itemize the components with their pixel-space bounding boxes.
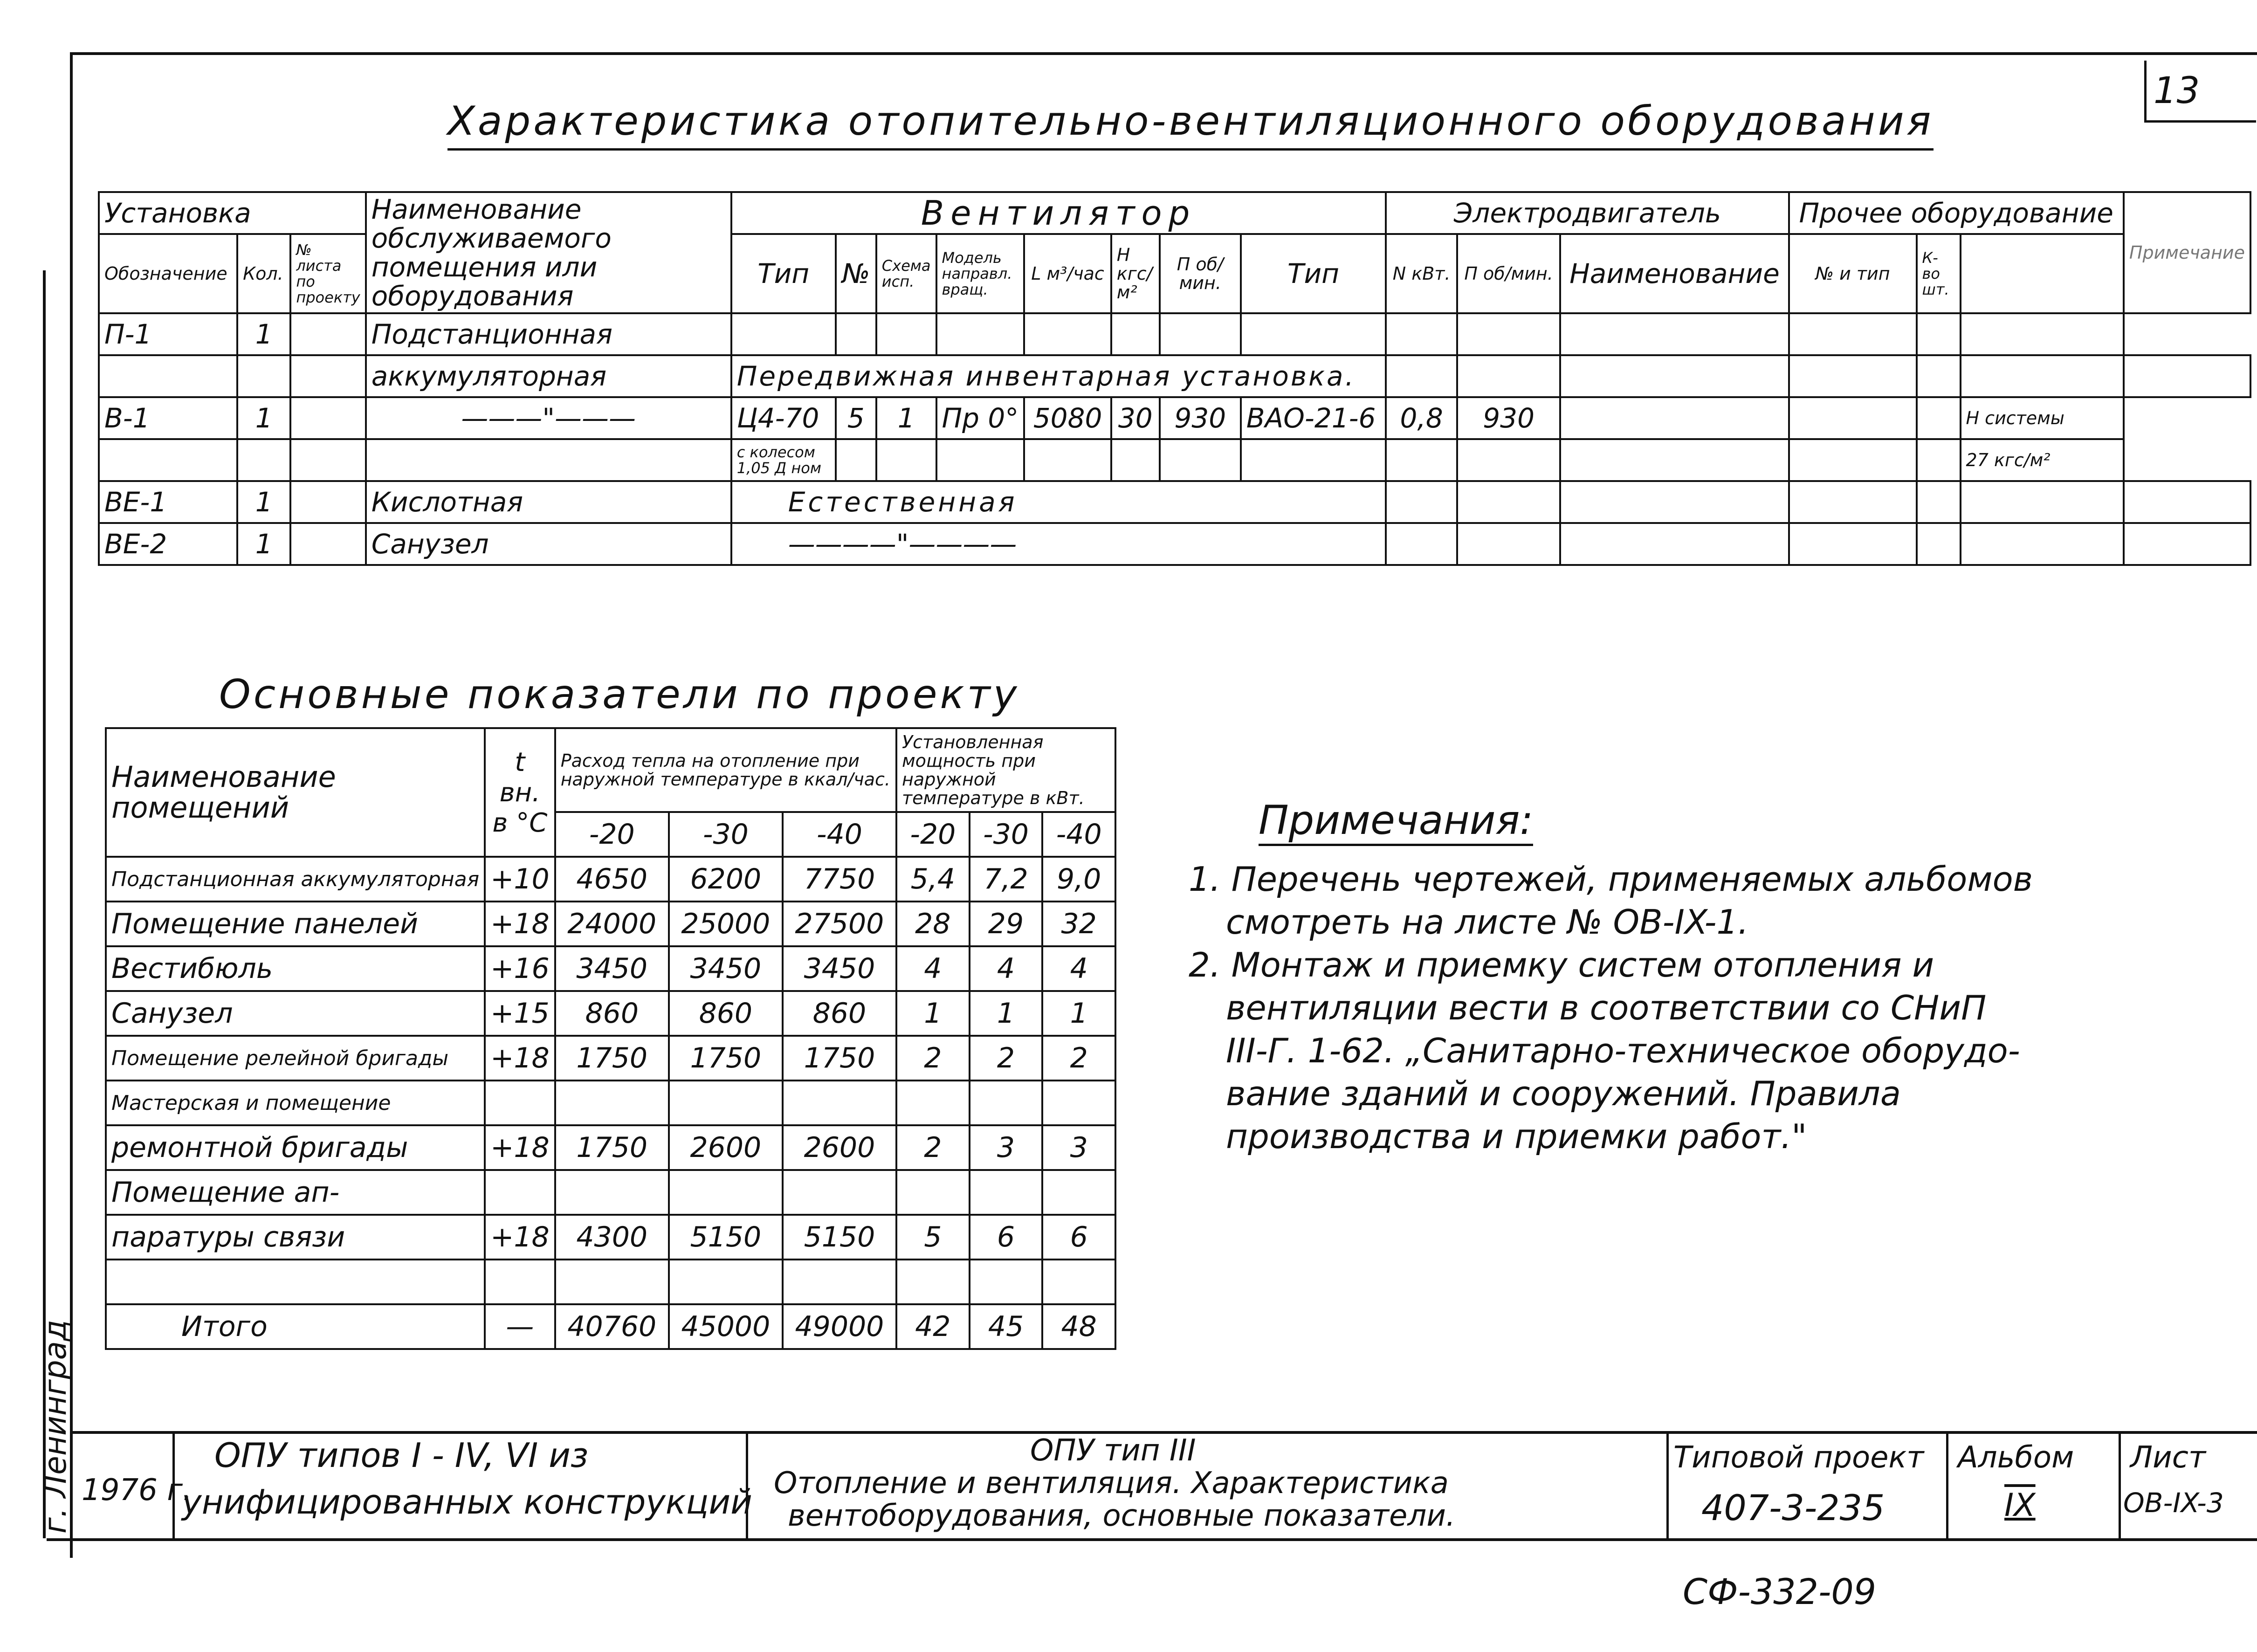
value-cell: +15 bbox=[485, 991, 555, 1036]
value-cell bbox=[1042, 1081, 1115, 1125]
header-heat: Расход тепла на отопление при наружной температуре в ккал/час. bbox=[555, 728, 896, 812]
room-name-cell: Итого bbox=[106, 1304, 485, 1349]
value-cell bbox=[669, 1260, 783, 1304]
page-number-box-bottom bbox=[2144, 120, 2256, 123]
header-room: Наименование помещений bbox=[106, 728, 485, 857]
header-motor-type: Тип bbox=[1241, 234, 1386, 313]
equipment-table bbox=[98, 191, 2251, 566]
series-line1: ОПУ типов I - IV, VI из bbox=[214, 1436, 589, 1475]
value-cell: 28 bbox=[896, 902, 970, 946]
header-power-30: -30 bbox=[970, 812, 1043, 857]
sheet-line3: вентоборудования, основные показатели. bbox=[788, 1499, 1456, 1533]
note-line: смотреть на листе № ОВ-IX-1. bbox=[1226, 902, 1749, 942]
indicators-title: Основные показатели по проекту bbox=[219, 671, 1020, 718]
value-cell bbox=[555, 1170, 669, 1215]
table-row: с колесом 1,05 Д ном 27 кгс/м² bbox=[99, 439, 2250, 481]
value-cell bbox=[1042, 1260, 1115, 1304]
table-row bbox=[106, 902, 1115, 946]
value-cell: 1750 bbox=[555, 1125, 669, 1170]
header-fan-type: Тип bbox=[731, 234, 836, 313]
header-other-no: № и тип bbox=[1789, 234, 1917, 313]
note-line: 2. Монтаж и приемку систем отопления и bbox=[1189, 945, 1934, 984]
value-cell: — bbox=[485, 1304, 555, 1349]
value-cell: 2600 bbox=[783, 1125, 896, 1170]
value-cell: +18 bbox=[485, 1215, 555, 1260]
room-name-cell: Мастерская и помещение bbox=[106, 1081, 485, 1125]
table-row bbox=[106, 1304, 1115, 1349]
value-cell: 2 bbox=[970, 1036, 1043, 1081]
room-name-cell: Помещение панелей bbox=[106, 902, 485, 946]
archive-stamp: СФ-332-09 bbox=[1683, 1571, 1877, 1612]
notes-body bbox=[1189, 858, 2033, 1158]
table-row: аккумуляторная Передвижная инвентарная установка. bbox=[99, 355, 2250, 397]
header-pressure: H кгс/м² bbox=[1111, 234, 1160, 313]
value-cell bbox=[485, 1081, 555, 1125]
value-cell bbox=[669, 1170, 783, 1215]
page-number-box bbox=[2144, 61, 2147, 121]
value-cell: 6 bbox=[970, 1215, 1043, 1260]
tb-divider bbox=[1946, 1431, 1948, 1541]
value-cell: 45 bbox=[970, 1304, 1043, 1349]
header-other-qty: К-во шт. bbox=[1917, 234, 1961, 313]
value-cell: +10 bbox=[485, 857, 555, 902]
document-title: Характеристика отопительно-вентиляционного оборудования bbox=[447, 98, 1934, 151]
value-cell: 1 bbox=[970, 991, 1043, 1036]
value-cell: 1750 bbox=[669, 1036, 783, 1081]
room-name-cell: Санузел bbox=[106, 991, 485, 1036]
value-cell: 9,0 bbox=[1042, 857, 1115, 902]
header-power-20: -20 bbox=[896, 812, 970, 857]
value-cell: 3450 bbox=[783, 946, 896, 991]
project-number: 407-3-235 bbox=[1701, 1487, 1885, 1528]
header-heat-40: -40 bbox=[783, 812, 896, 857]
value-cell: 1750 bbox=[555, 1036, 669, 1081]
value-cell: 42 bbox=[896, 1304, 970, 1349]
value-cell bbox=[555, 1260, 669, 1304]
table-row bbox=[106, 1081, 1115, 1125]
value-cell: 860 bbox=[783, 991, 896, 1036]
header-power: Установленная мощность при наружной температуре в кВт. bbox=[896, 728, 1115, 812]
indicators-body bbox=[106, 857, 1115, 1349]
value-cell bbox=[970, 1170, 1043, 1215]
value-cell: 40760 bbox=[555, 1304, 669, 1349]
value-cell: 4 bbox=[970, 946, 1043, 991]
header-model-dir: Модель направл. вращ. bbox=[936, 234, 1025, 313]
note-line: вентиляции вести в соответствии со СНиП bbox=[1226, 988, 1987, 1027]
album-number: IX bbox=[2004, 1487, 2036, 1524]
header-scheme: Схема исп. bbox=[876, 234, 936, 313]
value-cell bbox=[970, 1081, 1043, 1125]
note-line: III-Г. 1-62. „Санитарно-техническое оборудо- bbox=[1226, 1031, 2020, 1070]
value-cell: 7750 bbox=[783, 857, 896, 902]
value-cell: 45000 bbox=[669, 1304, 783, 1349]
header-sheet: № листа по проекту bbox=[290, 234, 365, 313]
sheet-number: ОВ-IX-3 bbox=[2123, 1487, 2224, 1519]
value-cell: 1 bbox=[896, 991, 970, 1036]
header-fan-no: № bbox=[836, 234, 876, 313]
value-cell: 5150 bbox=[783, 1215, 896, 1260]
tb-divider bbox=[1666, 1431, 1669, 1541]
value-cell bbox=[555, 1081, 669, 1125]
table-row bbox=[106, 1170, 1115, 1215]
sheet-line2: Отопление и вентиляция. Характеристика bbox=[774, 1466, 1449, 1501]
year-label: 1976 г. bbox=[82, 1473, 193, 1507]
value-cell: 4300 bbox=[555, 1215, 669, 1260]
table-row bbox=[106, 946, 1115, 991]
header-designation: Обозначение bbox=[99, 234, 237, 313]
sheet-line1: ОПУ тип III bbox=[1030, 1433, 1196, 1468]
value-cell bbox=[896, 1260, 970, 1304]
value-cell bbox=[896, 1081, 970, 1125]
value-cell: +18 bbox=[485, 1036, 555, 1081]
value-cell: +18 bbox=[485, 1125, 555, 1170]
header-other-name: Наименование bbox=[1560, 234, 1789, 313]
value-cell: 2 bbox=[1042, 1036, 1115, 1081]
value-cell bbox=[1042, 1170, 1115, 1215]
header-other: Прочее оборудование bbox=[1789, 192, 2124, 234]
header-heat-30: -30 bbox=[669, 812, 783, 857]
room-name-cell: Подстанционная аккумуляторная bbox=[106, 857, 485, 902]
header-fan-rpm: П об/мин. bbox=[1160, 234, 1241, 313]
value-cell: 3 bbox=[970, 1125, 1043, 1170]
table-row: ВЕ-2 1 Санузел ————"———— bbox=[99, 523, 2250, 565]
value-cell: 1 bbox=[1042, 991, 1115, 1036]
value-cell: 860 bbox=[555, 991, 669, 1036]
value-cell: 29 bbox=[970, 902, 1043, 946]
value-cell: 4 bbox=[1042, 946, 1115, 991]
value-cell bbox=[669, 1081, 783, 1125]
indicators-table bbox=[105, 727, 1116, 1350]
value-cell: 3450 bbox=[555, 946, 669, 991]
header-motor-rpm: П об/мин. bbox=[1457, 234, 1560, 313]
value-cell: 4 bbox=[896, 946, 970, 991]
value-cell: 48 bbox=[1042, 1304, 1115, 1349]
album-label: Альбом bbox=[1958, 1440, 2074, 1475]
value-cell: 3450 bbox=[669, 946, 783, 991]
value-cell bbox=[896, 1170, 970, 1215]
value-cell: 5,4 bbox=[896, 857, 970, 902]
header-motor: Электродвигатель bbox=[1386, 192, 1789, 234]
value-cell: 6200 bbox=[669, 857, 783, 902]
header-temp: t вн. в °C bbox=[485, 728, 555, 857]
frame-top-line bbox=[70, 52, 2257, 55]
page-number: 13 bbox=[2154, 70, 2200, 112]
header-qty: Кол. bbox=[237, 234, 290, 313]
header-power-40: -40 bbox=[1042, 812, 1115, 857]
table-row: П-1 1 Подстанционная bbox=[99, 313, 2250, 355]
header-service-name: Наименование обслуживаемого помещения или оборудования bbox=[366, 192, 731, 313]
value-cell bbox=[970, 1260, 1043, 1304]
value-cell: 4650 bbox=[555, 857, 669, 902]
room-name-cell: паратуры связи bbox=[106, 1215, 485, 1260]
value-cell: 2600 bbox=[669, 1125, 783, 1170]
table-row: В-1 1 ———"——— Ц4-70 5 1 Пр 0° 5080 30 930 ВАО-21-6 0,8 930 H системы bbox=[99, 397, 2250, 439]
room-name-cell: Помещение релейной бригады bbox=[106, 1036, 485, 1081]
city-label: г. Ленинград bbox=[37, 1320, 73, 1534]
value-cell bbox=[485, 1170, 555, 1215]
series-line2: унифицированных конструкций bbox=[182, 1482, 752, 1521]
note-line: производства и приемки работ." bbox=[1226, 1117, 1807, 1156]
note-line: вание зданий и сооружений. Правила bbox=[1226, 1074, 1901, 1113]
note-line: 1. Перечень чертежей, применяемых альбомов bbox=[1189, 860, 2033, 899]
table-row bbox=[106, 1036, 1115, 1081]
header-fan: Вентилятор bbox=[731, 192, 1386, 234]
room-name-cell: ремонтной бригады bbox=[106, 1125, 485, 1170]
value-cell bbox=[783, 1170, 896, 1215]
value-cell: +18 bbox=[485, 902, 555, 946]
value-cell: 2 bbox=[896, 1036, 970, 1081]
value-cell bbox=[783, 1081, 896, 1125]
table-row bbox=[106, 1215, 1115, 1260]
value-cell: 2 bbox=[896, 1125, 970, 1170]
value-cell: 5 bbox=[896, 1215, 970, 1260]
header-heat-20: -20 bbox=[555, 812, 669, 857]
value-cell: 32 bbox=[1042, 902, 1115, 946]
value-cell: 25000 bbox=[669, 902, 783, 946]
header-installation: Установка bbox=[99, 192, 366, 234]
value-cell: 24000 bbox=[555, 902, 669, 946]
sheet-label: Лист bbox=[2130, 1440, 2206, 1475]
tb-divider bbox=[2119, 1431, 2121, 1541]
value-cell: 49000 bbox=[783, 1304, 896, 1349]
room-name-cell bbox=[106, 1260, 485, 1304]
value-cell: 7,2 bbox=[970, 857, 1043, 902]
header-flow: L м³/час bbox=[1024, 234, 1111, 313]
table-row bbox=[106, 857, 1115, 902]
header-note: Примечание bbox=[2124, 192, 2250, 313]
notes-title: Примечания: bbox=[1259, 797, 1533, 846]
value-cell: 6 bbox=[1042, 1215, 1115, 1260]
value-cell: 860 bbox=[669, 991, 783, 1036]
room-name-cell: Вестибюль bbox=[106, 946, 485, 991]
frame-bottom-line bbox=[47, 1538, 2257, 1541]
project-label: Типовой проект bbox=[1673, 1440, 1924, 1475]
table-row bbox=[106, 991, 1115, 1036]
value-cell: +16 bbox=[485, 946, 555, 991]
value-cell: 5150 bbox=[669, 1215, 783, 1260]
table-row bbox=[106, 1125, 1115, 1170]
value-cell: 3 bbox=[1042, 1125, 1115, 1170]
value-cell: 1750 bbox=[783, 1036, 896, 1081]
value-cell: 27500 bbox=[783, 902, 896, 946]
table-row bbox=[106, 1260, 1115, 1304]
room-name-cell: Помещение ап- bbox=[106, 1170, 485, 1215]
value-cell bbox=[783, 1260, 896, 1304]
table-row: ВЕ-1 1 Кислотная Естественная bbox=[99, 481, 2250, 523]
value-cell bbox=[485, 1260, 555, 1304]
header-power: N кВт. bbox=[1386, 234, 1457, 313]
